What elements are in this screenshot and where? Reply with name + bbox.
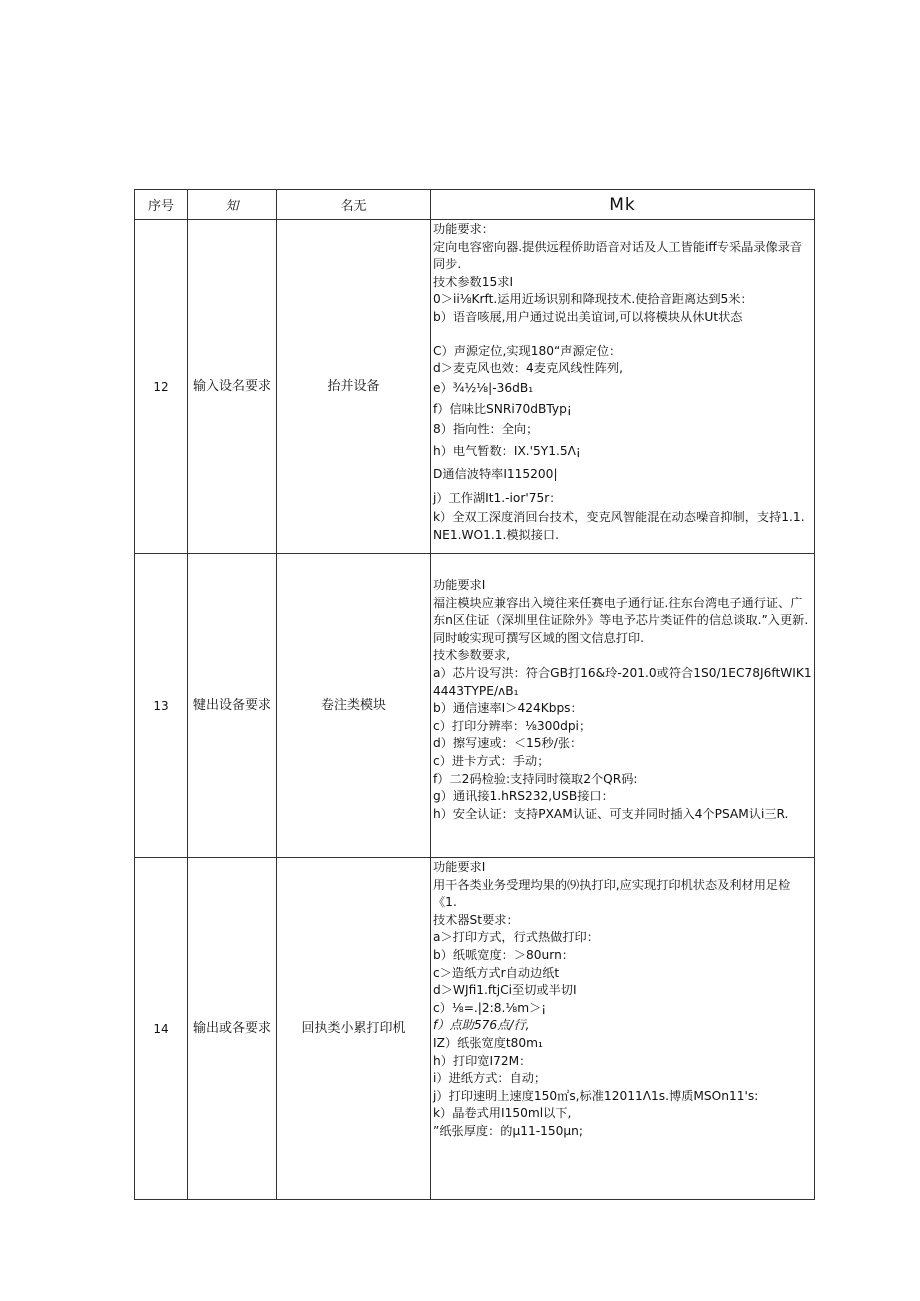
- row-requirements: [431, 858, 815, 1200]
- req-line: f）点助576点/行,: [433, 1018, 530, 1033]
- row-requirements: [431, 220, 815, 554]
- req-line: c）进卡方式：手动；: [433, 753, 550, 768]
- header-row: [135, 190, 815, 220]
- req-line: j）打印速明上速度150㎡s,标准12011Λ1s.博质MSOn11's:: [433, 1088, 759, 1103]
- row-name: 回执类小累打印机: [277, 858, 431, 1200]
- req-line: ”纸张厚度：的μ11-150μn;: [433, 1123, 583, 1138]
- req-line: h）打印宽I72M：: [433, 1053, 532, 1068]
- req-line: D通信波特率I115200|: [433, 467, 558, 482]
- req-line: d＞WJfi1.ftjCi至切或半切I: [433, 983, 577, 998]
- req-line: k）全双工深度消回台技术，变克风智能混在动态噪音抑制，支持1.1.NE1.WO1.1.模拟接口.: [433, 510, 805, 542]
- req-line: [433, 327, 812, 343]
- req-line: d）擦写速或：＜15秒/张：: [433, 736, 583, 751]
- req-line: d＞麦克风也效：4麦克风线性阵列,: [433, 361, 623, 376]
- req-line: k）晶卷式用I150ml以下,: [433, 1106, 572, 1121]
- header-type: 知: [188, 190, 277, 220]
- req-line: h）安全认证：支持PXAM认证、可支并同时插入4个PSAM认i三R.: [433, 806, 789, 821]
- req-line: 福注模块应兼容出入境往来任赛电子通行证.往东台湾电子通行证、广东n区住证（深圳里住证除外》等电予芯片类证件的信总谈取.”入更新.同时峻实现可撰写区域的图文信息打印.: [433, 595, 809, 645]
- header-seq: 序号: [135, 190, 188, 220]
- req-line: IZ）纸张宽度t80m₁: [433, 1035, 543, 1050]
- table-row: [135, 220, 815, 554]
- req-line: e）¾½⅛|-36dB₁: [433, 380, 534, 395]
- req-line: 功能要求：: [433, 222, 494, 236]
- req-line: f）二2码检验:支持同时篌取2个QR码:: [433, 771, 638, 786]
- req-line: j）工作湖It1.-ior'75r：: [433, 490, 562, 505]
- row-type: 输入设名要求: [188, 220, 277, 554]
- req-line: 用干各类业务受理均果的⑼执打印,应实现打印机状态及利材用足检《1.: [433, 877, 791, 910]
- spec-table: [134, 189, 815, 1200]
- req-line: 8）指向性：全向；: [433, 421, 539, 436]
- req-line: b）语音咳展,用户通过说出美谊词,可以将模块从休Ut状态: [433, 309, 743, 324]
- req-line: f）信味比SNRi70dBTyp¡: [433, 402, 572, 417]
- row-requirements: [431, 554, 815, 858]
- row-seq: 13: [135, 554, 188, 858]
- req-line: 功能要求I: [433, 860, 486, 874]
- req-line: g）通讯接1.hRS232,USB接口：: [433, 789, 614, 804]
- req-line: 功能要求I: [433, 578, 486, 592]
- header-name: 名无: [277, 190, 431, 220]
- req-line: b）通信速率I＞424Kbps：: [433, 701, 583, 716]
- req-line: a）芯片设写洪：符合GB打16&玲-201.0或符合1S0/1EC78J6ftWIK14443TYPE/ʌB₁: [433, 665, 812, 698]
- req-spacer: [433, 555, 812, 577]
- req-line: a＞打印方式，行式热做打印：: [433, 930, 599, 945]
- req-line: 技术参数要求,: [433, 648, 510, 663]
- req-line: c）打印分辨率：⅛300dpi；: [433, 718, 592, 733]
- req-line: i）进纸方式：自动；: [433, 1071, 547, 1086]
- req-line: 定向电容密向器.提供远程侨助语音对话及人工皆能iff专采晶录像录音同步.: [433, 239, 803, 272]
- row-seq: 14: [135, 858, 188, 1200]
- row-name: 卷注类模块: [277, 554, 431, 858]
- row-type: 犍出设备要求: [188, 554, 277, 858]
- req-line: c）⅛=.|2:8.⅛m＞¡: [433, 1000, 547, 1015]
- row-seq: 12: [135, 220, 188, 554]
- req-line: c＞造纸方式r自动边纸t: [433, 965, 560, 980]
- row-name: 抬并设备: [277, 220, 431, 554]
- req-line: 0＞ii⅛Krft.运用近场识别和降现技术.使拾音距离达到5米：: [433, 292, 753, 307]
- req-line: b）纸哌宽度：＞80urn：: [433, 947, 574, 962]
- table-row: [135, 858, 815, 1200]
- req-line: C）声源定位,实现180“声源定位：: [433, 343, 622, 358]
- req-line: h）电气暂数：IX.'5Y1.5Λ¡: [433, 443, 581, 458]
- row-type: 输出或各要求: [188, 858, 277, 1200]
- req-line: 技术参数15求I: [433, 274, 514, 289]
- header-requirements: Mk: [431, 190, 815, 220]
- req-line: 技术器St要求：: [433, 912, 519, 927]
- table-row: [135, 554, 815, 858]
